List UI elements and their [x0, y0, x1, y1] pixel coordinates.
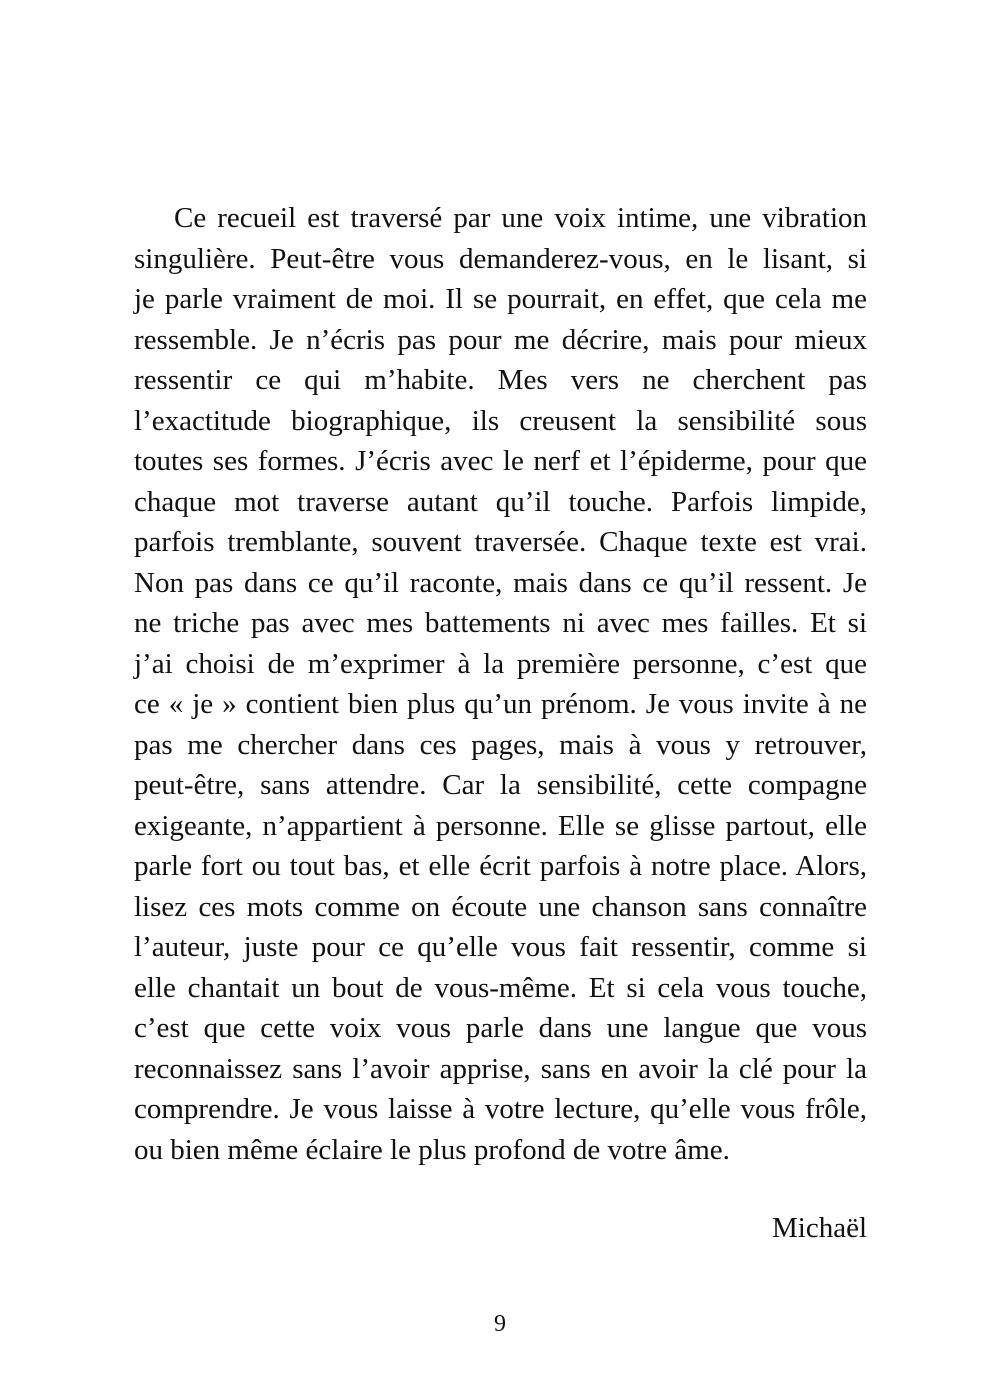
- author-signature: Michaël: [771, 1212, 867, 1244]
- paragraph-line: lisez ces mots comme on écoute une chanson sans connaître: [134, 890, 867, 923]
- paragraph-line: Non pas dans ce qu’il raconte, mais dans ce qu’il ressent. Je: [134, 566, 867, 599]
- paragraph-line: Ce recueil est traversé par une voix intime, une vibration: [174, 202, 867, 234]
- paragraph-line: je parle vraiment de moi. Il se pourrait, en effet, que cela me: [134, 283, 867, 315]
- paragraph-line: elle chantait un bout de vous-même. Et si cela vous touche,: [134, 971, 867, 1004]
- paragraph-line: toutes ses formes. J’écris avec le nerf et l’épiderme, pour que: [134, 445, 867, 477]
- paragraph-line: j’ai choisi de m’exprimer à la première personne, c’est que: [134, 647, 867, 680]
- paragraph-line: parfois tremblante, souvent traversée. Chaque texte est vrai.: [134, 526, 867, 558]
- paragraph-line: l’auteur, juste pour ce qu’elle vous fait ressentir, comme si: [134, 931, 867, 963]
- paragraph-line: ce « je » contient bien plus qu’un prénom. Je vous invite à ne: [134, 688, 867, 720]
- paragraph-line: comprendre. Je vous laisse à votre lecture, qu’elle vous frôle,: [134, 1093, 867, 1125]
- paragraph-line: peut-être, sans attendre. Car la sensibilité, cette compagne: [134, 769, 867, 801]
- paragraph-line: pas me chercher dans ces pages, mais à vous y retrouver,: [134, 728, 867, 761]
- paragraph-line: ne triche pas avec mes battements ni avec mes failles. Et si: [134, 607, 867, 639]
- paragraph-line: l’exactitude biographique, ils creusent la sensibilité sous: [134, 404, 867, 437]
- paragraph-line: chaque mot traverse autant qu’il touche. Parfois limpide,: [134, 485, 867, 518]
- paragraph-line: ou bien même éclaire le plus profond de votre âme.: [134, 1133, 730, 1166]
- paragraph-line: reconnaissez sans l’avoir apprise, sans en avoir la clé pour la: [134, 1052, 867, 1085]
- page-number: 9: [494, 1311, 506, 1337]
- paragraph-line: c’est que cette voix vous parle dans une langue que vous: [134, 1012, 867, 1044]
- paragraph-line: exigeante, n’appartient à personne. Elle se glisse partout, elle: [134, 809, 867, 842]
- paragraph-line: parle fort ou tout bas, et elle écrit parfois à notre place. Alors,: [134, 850, 867, 882]
- paragraph-line: ressemble. Je n’écris pas pour me décrire, mais pour mieux: [134, 323, 867, 356]
- paragraph-line: singulière. Peut-être vous demanderez-vous, en le lisant, si: [134, 242, 867, 275]
- paragraph-line: ressentir ce qui m’habite. Mes vers ne cherchent pas: [134, 364, 867, 396]
- preface-paragraph: [134, 198, 867, 1170]
